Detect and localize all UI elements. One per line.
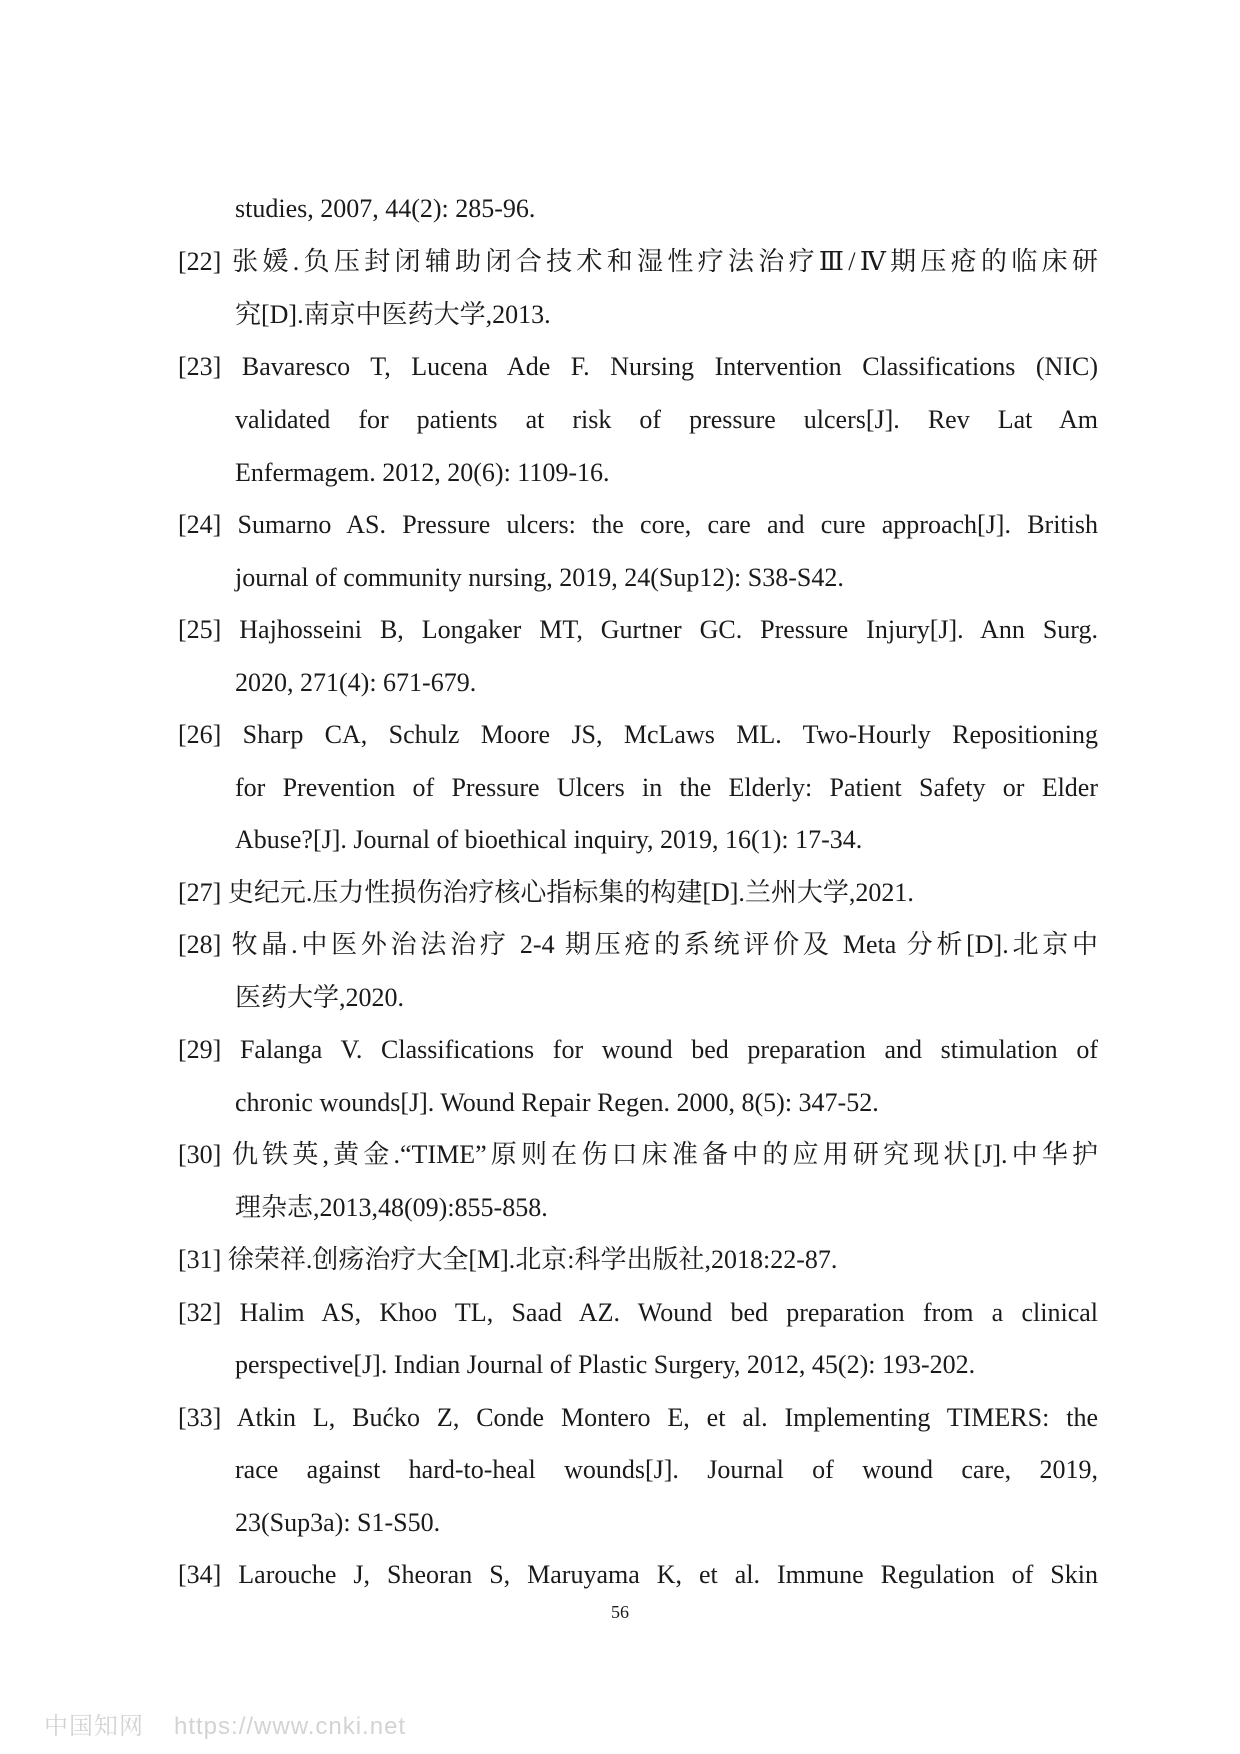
reference-line: journal of community nursing, 2019, 24(Sup12): S38-S42. <box>235 563 844 592</box>
reference-line: 医药大学,2020. <box>235 983 405 1012</box>
reference-line: [29] Falanga V. Classifications for wound bed preparation and stimulation of <box>178 1035 1098 1064</box>
watermark-logo-text: 中国知网 <box>44 1713 144 1740</box>
reference-line: 究[D].南京中医药大学,2013. <box>235 300 551 329</box>
page-number: 56 <box>611 1602 629 1622</box>
reference-line: [24] Sumarno AS. Pressure ulcers: the core, care and cure approach[J]. British <box>178 510 1098 539</box>
reference-line: [26] Sharp CA, Schulz Moore JS, McLaws ML. Two-Hourly Repositioning <box>178 720 1098 749</box>
reference-line: validated for patients at risk of pressure ulcers[J]. Rev Lat Am <box>235 405 1098 434</box>
reference-line: [32] Halim AS, Khoo TL, Saad AZ. Wound bed preparation from a clinical <box>178 1298 1098 1327</box>
reference-line: [28] 牧晶.中医外治法治疗 2-4 期压疮的系统评价及 Meta 分析[D].北京中 <box>178 930 1098 959</box>
reference-line: [27] 史纪元.压力性损伤治疗核心指标集的构建[D].兰州大学,2021. <box>178 878 914 907</box>
reference-line: [23] Bavaresco T, Lucena Ade F. Nursing Intervention Classifications (NIC) <box>178 352 1098 381</box>
cnki-watermark <box>44 1706 436 1741</box>
reference-line: race against hard-to-heal wounds[J]. Journal of wound care, 2019, <box>235 1455 1098 1484</box>
reference-line: Enfermagem. 2012, 20(6): 1109-16. <box>235 458 610 487</box>
reference-line: [25] Hajhosseini B, Longaker MT, Gurtner GC. Pressure Injury[J]. Ann Surg. <box>178 615 1098 644</box>
watermark-url: https://www.cnki.net <box>174 1713 407 1740</box>
reference-line: [34] Larouche J, Sheoran S, Maruyama K, et al. Immune Regulation of Skin <box>178 1560 1098 1589</box>
reference-line: studies, 2007, 44(2): 285-96. <box>235 194 536 223</box>
reference-line: Abuse?[J]. Journal of bioethical inquiry, 2019, 16(1): 17-34. <box>235 825 863 854</box>
reference-line: [22] 张媛.负压封闭辅助闭合技术和湿性疗法治疗Ⅲ/Ⅳ期压疮的临床研 <box>178 247 1098 276</box>
reference-line: 理杂志,2013,48(09):855-858. <box>235 1193 548 1222</box>
reference-line: for Prevention of Pressure Ulcers in the Elderly: Patient Safety or Elder <box>235 773 1098 802</box>
reference-line: [33] Atkin L, Bućko Z, Conde Montero E, et al. Implementing TIMERS: the <box>178 1403 1098 1432</box>
reference-line: 23(Sup3a): S1-S50. <box>235 1508 441 1537</box>
reference-line: chronic wounds[J]. Wound Repair Regen. 2000, 8(5): 347-52. <box>235 1088 879 1117</box>
reference-line: [31] 徐荣祥.创疡治疗大全[M].北京:科学出版社,2018:22-87. <box>178 1245 838 1274</box>
reference-line: 2020, 271(4): 671-679. <box>235 668 477 697</box>
reference-line: perspective[J]. Indian Journal of Plastic Surgery, 2012, 45(2): 193-202. <box>235 1350 976 1379</box>
reference-line: [30] 仇铁英,黄金.“TIME”原则在伤口床准备中的应用研究现状[J].中华护 <box>178 1140 1098 1169</box>
